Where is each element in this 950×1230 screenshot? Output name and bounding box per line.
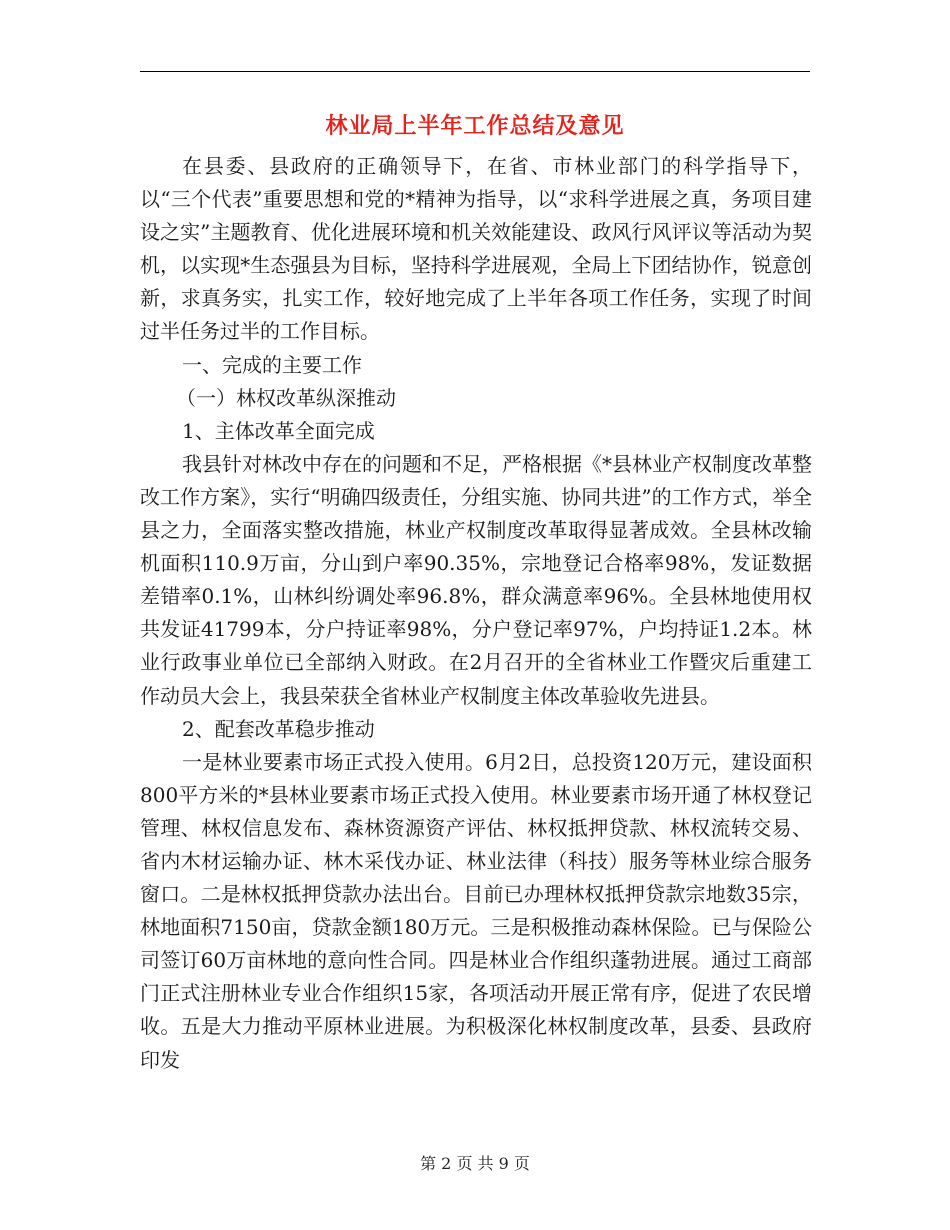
section-heading: 一、完成的主要工作: [182, 352, 362, 377]
page-number: 第 2 页 共 9 页: [420, 1154, 530, 1173]
document-title: 林业局上半年工作总结及意见: [325, 114, 625, 139]
header-rule: [140, 71, 810, 72]
item-heading-1: 1、主体改革全面完成: [182, 418, 375, 443]
document-body: [140, 150, 812, 1077]
subsection-heading: （一）林权改革纵深推动: [176, 385, 396, 410]
item-heading-2: 2、配套改革稳步推动: [182, 716, 375, 741]
intro-paragraph: 在县委、县政府的正确领导下，在省、市林业部门的科学指导下，以“三个代表”重要思想和党的*精神为指导，以“求科学进展之真，务项目建设之实”主题教育、优化进展环境和机关效能建设、政风行风评议等活动为契机，以实现*生态强县为目标，坚持科学进展观，全局上下团结协作，锐意创新，求真务实，扎实工作，较好地完成了上半年各项工作任务，实现了时间过半任务过半的工作目标。: [140, 154, 812, 344]
item-1-paragraph: 我县针对林改中存在的问题和不足，严格根据《*县林业产权制度改革整改工作方案》，实行“明确四级责任，分组实施、协同共进”的工作方式，举全县之力，全面落实整改措施，林业产权制度改革取得显著成效。全县林改输机面积110.9万亩，分山到户率90.35%，宗地登记合格率98%，发证数据差错率0.1%，山林纠纷调处率96.8%，群众满意率96%。全县林地使用权共发证41799本，分户持证率98%，分户登记率97%，户均持证1.2本。林业行政事业单位已全部纳入财政。在2月召开的全省林业工作暨灾后重建工作动员大会上，我县荣获全省林业产权制度主体改革验收先进县。: [140, 451, 812, 708]
item-2-paragraph: 一是林业要素市场正式投入使用。6月2日，总投资120万元，建设面积800平方米的*县林业要素市场正式投入使用。林业要素市场开通了林权登记管理、林权信息发布、森林资源资产评估、林权抵押贷款、林权流转交易、省内木材运输办证、林木采伐办证、林业法律（科技）服务等林业综合服务窗口。二是林权抵押贷款办法出台。目前已办理林权抵押贷款宗地数35宗，林地面积7150亩，贷款金额180万元。三是积极推动森林保险。已与保险公司签订60万亩林地的意向性合同。四是林业合作组织蓬勃进展。通过工商部门正式注册林业专业合作组织15家，各项活动开展正常有序，促进了农民增收。五是大力推动平原林业进展。为积极深化林权制度改革，县委、县政府印发: [140, 749, 812, 1072]
